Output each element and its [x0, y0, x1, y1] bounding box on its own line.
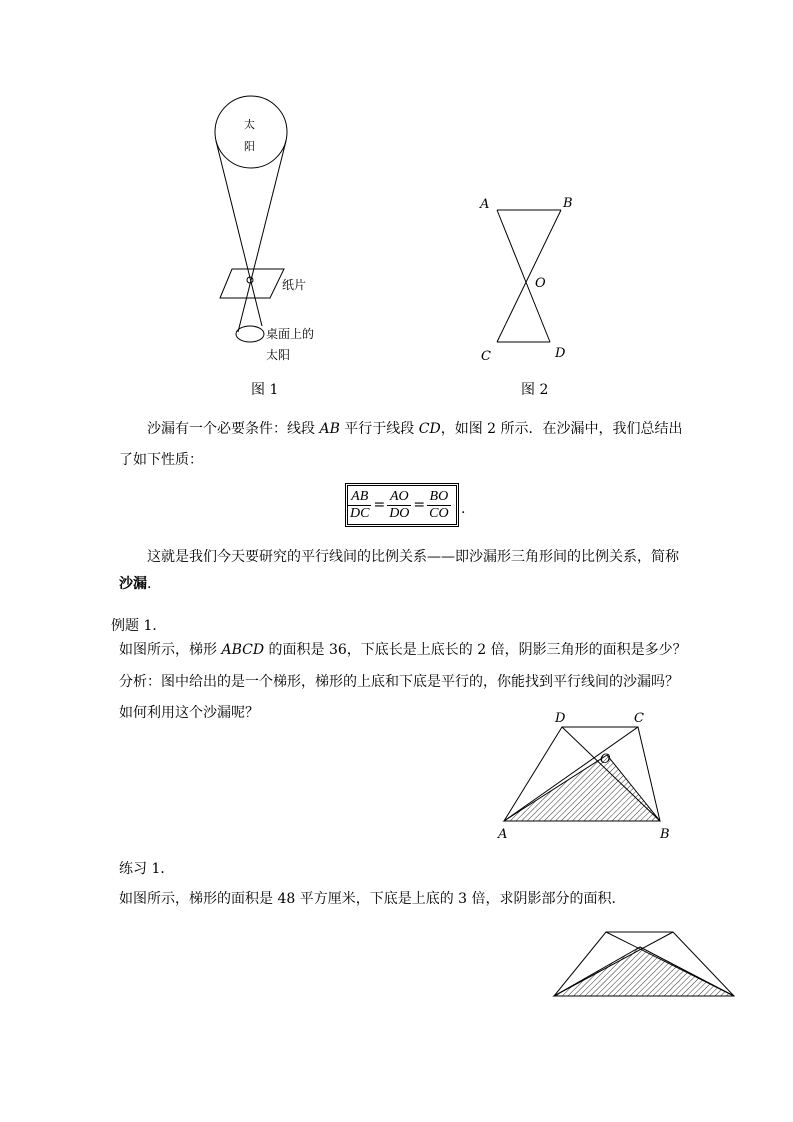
figure-2-caption: 图 2	[521, 382, 549, 398]
formula-end: .	[461, 501, 466, 517]
label-c: C	[481, 349, 491, 364]
practice-1-heading: 练习 1．	[119, 861, 175, 877]
fraction-bo-co: $\frac{BO}{CO}$	[429, 488, 449, 521]
table-label-1: 桌面上的	[266, 327, 315, 341]
example-1-question: 如图所示，梯形 ABCD 的面积是 36，下底长是上底长的 2 倍，阴影三角形的面积是多少？	[119, 642, 687, 658]
example-1-heading: 例题 1．	[111, 618, 167, 634]
vertex-c: C	[634, 711, 644, 726]
ray-right	[238, 141, 286, 332]
paper-parallelogram	[220, 269, 284, 298]
term-hourglass: 沙漏	[119, 576, 147, 592]
sun-circle	[215, 96, 287, 168]
table-label-2: 太阳	[266, 348, 291, 362]
fraction-ao-do: $\frac{AO}{DO}$	[389, 488, 410, 521]
vertex-o: O	[600, 752, 611, 767]
sun-label-2: 阳	[244, 140, 255, 153]
label-a: A	[480, 197, 490, 212]
example-1-trapezoid	[490, 705, 690, 845]
figure-2-diagram	[470, 190, 590, 370]
label-o: O	[535, 276, 546, 291]
table-sun-ellipse	[236, 326, 264, 342]
intro-line-1: 沙漏有一个必要条件：线段 AB 平行于线段 CD，如图 2 所示．在沙漏中，我们总结出	[147, 421, 683, 437]
example-1-analysis-2: 如何利用这个沙漏呢？	[119, 705, 259, 721]
label-b: B	[563, 196, 573, 211]
vertex-a: A	[498, 827, 508, 842]
summary-line-2: 沙漏.	[119, 576, 152, 592]
figure-1-diagram	[200, 95, 350, 375]
practice-1-trapezoid	[548, 925, 743, 1005]
practice-1-question: 如图所示，梯形的面积是 48 平方厘米，下底是上底的 3 倍，求阴影部分的面积．	[119, 891, 626, 907]
shaded-triangle-aob	[504, 755, 660, 821]
vertex-b: B	[660, 827, 670, 842]
sun-label-1: 太	[244, 118, 255, 131]
figure-1-caption: 图 1	[251, 382, 279, 398]
example-1-analysis-1: 分析：图中给出的是一个梯形，梯形的上底和下底是平行的，你能找到平行线间的沙漏吗？	[119, 674, 679, 690]
paper-label: 纸片	[282, 278, 307, 292]
segment-bc	[497, 210, 561, 342]
label-d: D	[555, 346, 566, 361]
fraction-ab-dc: $\frac{AB}{DC}$	[350, 488, 370, 521]
intro-line-2: 了如下性质：	[119, 452, 203, 468]
shaded-triangle	[554, 947, 734, 996]
vertex-d: D	[555, 711, 566, 726]
summary-line-1: 这就是我们今天要研究的平行线间的比例关系——即沙漏形三角形间的比例关系，简称	[147, 549, 679, 565]
formula: $\frac{AB}{DC}$ = $\frac{AO}{DO}$ = $\frac{BO}{CO}$	[350, 488, 449, 521]
